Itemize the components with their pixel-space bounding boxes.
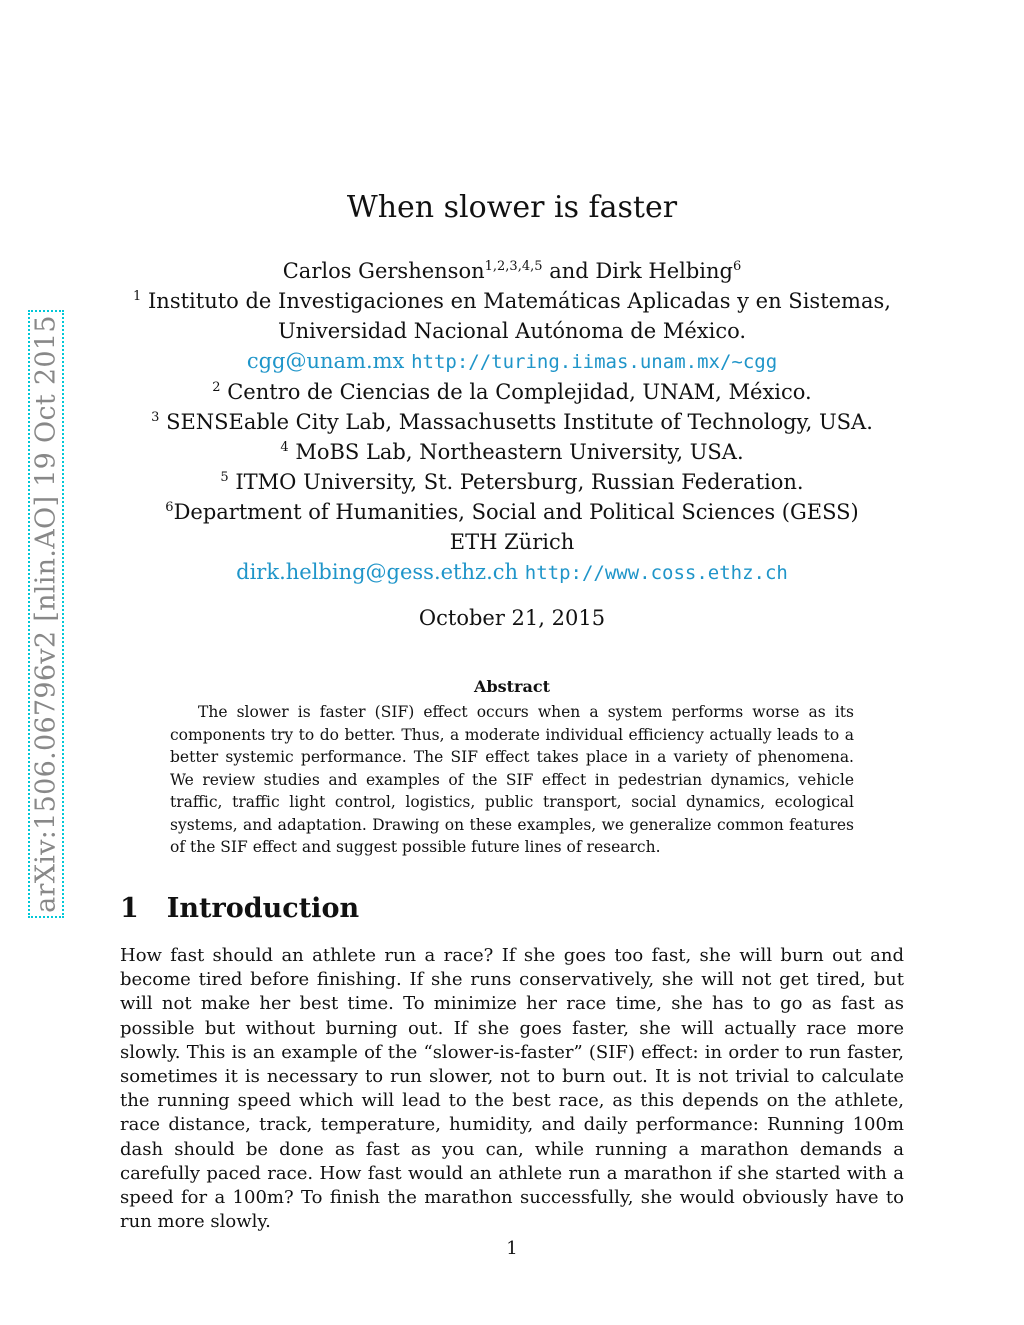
author-block <box>0 256 1024 588</box>
affiliation <box>0 286 1024 316</box>
affiliation-number: 4 <box>280 440 289 455</box>
author-conjunction: and <box>549 259 589 283</box>
affiliation <box>0 527 1024 557</box>
paper-title: When slower is faster <box>346 190 678 225</box>
homepage-link[interactable]: http://turing.iimas.unam.mx/~cgg <box>411 351 778 373</box>
arxiv-id: arXiv:1506.06796v2 [nlin.AO] 19 Oct 2015 <box>30 315 62 913</box>
affiliation <box>0 467 1024 497</box>
author-line <box>0 256 1024 286</box>
abstract-text: The slower is faster (SIF) effect occurs when a system performs worse as its components try to do better. Thus, a moderate individual efficiency actually leads to a better systemic performance. The SIF effect takes place in a variety of phenomena. We review studies and examples of the SIF effect in pedestrian dynamics, vehicle traffic, traffic light control, logistics, public transport, social dynamics, ecological systems, and adaptation. Drawing on these examples, we generalize common features of the SIF effect and suggest possible future lines of research. <box>170 703 854 856</box>
author-superscript: 6 <box>732 259 742 274</box>
intro-paragraph: How fast should an athlete run a race? If she goes too fast, she will burn out and become tired before finishing. If she runs conservatively, she will not get tired, but will not make her best time. To minimize her race time, she has to go as fast as possible but without burning out. If she goes faster, she will actually race more slowly. This is an example of the “slower-is-faster” (SIF) effect: in order to run faster, sometimes it is necessary to run slower, not to burn out. It is not trivial to calculate the running speed which will lead to the best race, as this depends on the athlete, race distance, track, temperature, humidity, and daily performance: Running 100m dash should be done as fast as you can, while running a marathon demands a carefully paced race. How fast would an athlete run a marathon if she started with a speed for a 100m? To finish the marathon successfully, she would obviously have to run more slowly. <box>120 945 904 1233</box>
abstract-heading: Abstract <box>474 677 550 696</box>
affiliation-text: Department of Humanities, Social and Political Sciences (GESS) <box>173 500 859 524</box>
paper-date: October 21, 2015 <box>418 606 606 630</box>
affiliation-number: 2 <box>212 380 221 395</box>
email-link[interactable]: dirk.helbing@gess.ethz.ch <box>236 560 519 584</box>
author-name: Carlos Gershenson <box>282 259 485 283</box>
affiliation-text: Universidad Nacional Autónoma de México. <box>277 319 747 343</box>
affiliation-number: 5 <box>220 470 229 485</box>
author-name: Dirk Helbing <box>595 259 733 283</box>
section-heading <box>120 893 359 924</box>
contact-line <box>0 346 1024 377</box>
affiliation-text: Centro de Ciencias de la Complejidad, UNAM, México. <box>227 380 812 404</box>
affiliation-number: 3 <box>151 410 160 425</box>
section-number: 1 <box>120 893 139 924</box>
page-number: 1 <box>506 1238 518 1259</box>
affiliation-text: SENSEable City Lab, Massachusetts Institute of Technology, USA. <box>166 410 873 434</box>
affiliation <box>0 497 1024 527</box>
affiliation-text: MoBS Lab, Northeastern University, USA. <box>295 440 744 464</box>
affiliation <box>0 377 1024 407</box>
contact-line <box>0 557 1024 588</box>
affiliation <box>0 437 1024 467</box>
email-link[interactable]: cgg@unam.mx <box>246 349 405 373</box>
affiliation-text: ITMO University, St. Petersburg, Russian Federation. <box>235 470 804 494</box>
affiliation-number: 1 <box>133 289 142 304</box>
affiliation-number: 6 <box>165 500 174 515</box>
homepage-link[interactable]: http://www.coss.ethz.ch <box>524 562 788 584</box>
author-superscript: 1,2,3,4,5 <box>484 259 543 274</box>
affiliation-text: ETH Zürich <box>449 530 575 554</box>
affiliation <box>0 407 1024 437</box>
affiliation-text: Instituto de Investigaciones en Matemáticas Aplicadas y en Sistemas, <box>148 289 891 313</box>
section-title: Introduction <box>166 893 360 924</box>
affiliation <box>0 316 1024 346</box>
